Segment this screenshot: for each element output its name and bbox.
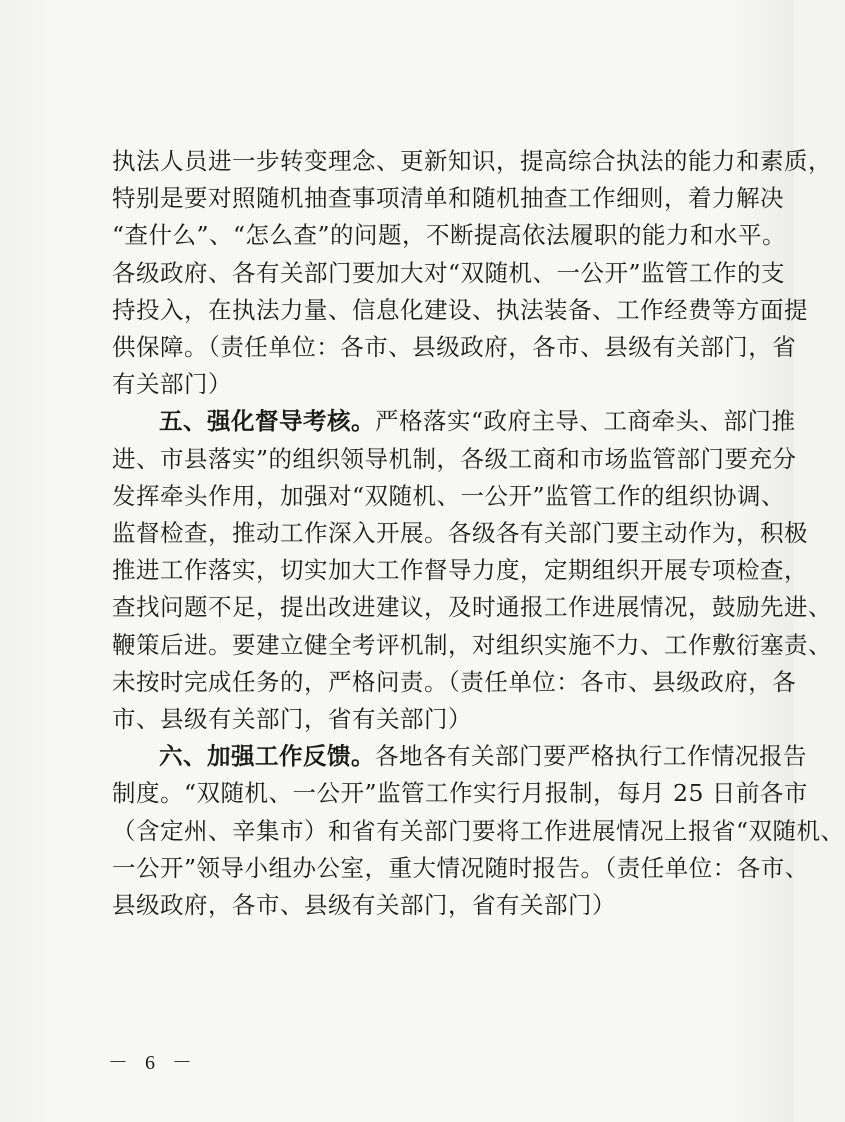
text-line: 市、县级有关部门，省有关部门） (112, 705, 472, 734)
text-line: 县级政府，各市、县级有关部门，省有关部门） (112, 891, 616, 920)
text-line: 进、市县落实”的组织领导机制，各级工商和市场监管部门要充分 (112, 444, 797, 473)
text-line: 各级政府、各有关部门要加大对“双随机、一公开”监管工作的支 (112, 258, 786, 287)
text-line: 发挥牵头作用，加强对“双随机、一公开”监管工作的组织协调、 (112, 481, 786, 510)
text-line: 未按时完成任务的，严格问责。（责任单位：各市、县级政府，各 (112, 667, 797, 696)
text-line: 鞭策后进。要建立健全考评机制，对组织实施不力、工作敷衍塞责、 (112, 630, 832, 659)
text-line: 特别是要对照随机抽查事项清单和随机抽查工作细则，着力解决 (112, 184, 784, 213)
text-line: 查找问题不足，提出改进建议，及时通报工作进展情况，鼓励先进、 (112, 593, 832, 622)
text-line: “查什么”、“怎么查”的问题，不断提高依法履职的能力和水平。 (112, 221, 787, 250)
text-line: 执法人员进一步转变理念、更新知识，提高综合执法的能力和素质， (112, 147, 832, 175)
text-line: 有关部门） (112, 370, 232, 399)
text-line: 监督检查，推动工作深入开展。各级各有关部门要主动作为，积极 (112, 519, 808, 548)
text-line: 持投入，在执法力量、信息化建设、执法装备、工作经费等方面提 (112, 295, 808, 324)
text-fragment: 严格落实“政府主导、工商牵头、部门推 (375, 407, 796, 436)
paragraph-continuation (112, 143, 832, 403)
text-fragment: 各地各有关部门要严格执行工作情况报告 (375, 742, 807, 771)
document-body (112, 143, 845, 924)
text-line: 一公开”领导小组办公室，重大情况随时报告。（责任单位：各市、 (112, 853, 809, 882)
text-line: 制度。“双随机、一公开”监管工作实行月报制，每月 25 日前各市 (112, 779, 808, 808)
section-6-first-line (112, 738, 807, 775)
text-line: 供保障。（责任单位：各市、县级政府，各市、县级有关部门，省 (112, 333, 797, 362)
text-line: 推进工作落实，切实加大工作督导力度，定期组织开展专项检查， (112, 556, 808, 585)
text-line: （含定州、辛集市）和省有关部门要将工作进展情况上报省“双随机、 (112, 816, 845, 845)
section-6 (112, 738, 845, 924)
section-5-heading: 五、强化督导考核。 (159, 407, 375, 436)
section-6-heading: 六、加强工作反馈。 (159, 742, 375, 771)
section-5-first-line (112, 403, 796, 440)
page-number: － 6 － (108, 1052, 198, 1074)
section-5 (112, 403, 832, 738)
